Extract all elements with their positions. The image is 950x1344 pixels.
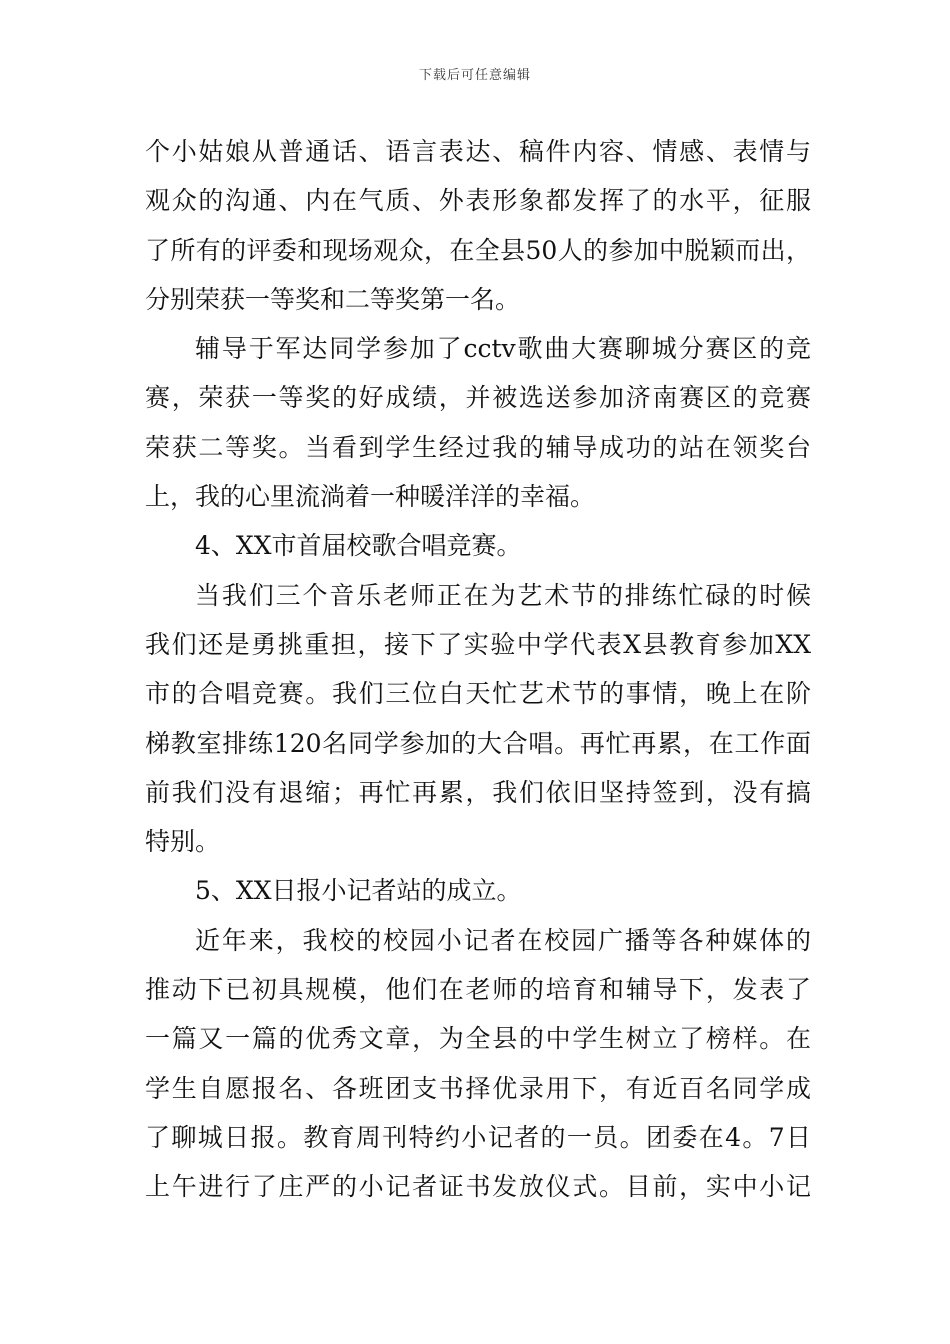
body-text-line: 前我们没有退缩；再忙再累，我们依旧坚持签到，没有搞 (145, 777, 811, 807)
page-header: 下载后可任意编辑 (418, 68, 531, 83)
body-text-line: 辅导于军达同学参加了cctv歌曲大赛聊城分赛区的竞 (195, 334, 811, 364)
body-text-line: 我们还是勇挑重担，接下了实验中学代表X县教育参加XX (145, 629, 811, 659)
body-text-line: 一篇又一篇的优秀文章，为全县的中学生树立了榜样。在 (145, 1024, 811, 1054)
body-text-line: 当我们三个音乐老师正在为艺术节的排练忙碌的时候 (195, 580, 811, 610)
body-text-line: 赛，荣获一等奖的好成绩，并被选送参加济南赛区的竞赛 (145, 383, 811, 413)
body-text-line: 个小姑娘从普通话、语言表达、稿件内容、情感、表情与 (145, 137, 811, 166)
body-text-line: 4、XX市首届校歌合唱竞赛。 (195, 531, 522, 561)
body-text-line: 推动下已初具规模，他们在老师的培育和辅导下，发表了 (145, 975, 811, 1005)
document-body (145, 127, 811, 1212)
body-text-line: 上，我的心里流淌着一种暖洋洋的幸福。 (145, 482, 596, 512)
body-text-line: 上午进行了庄严的小记者证书发放仪式。目前，实中小记 (145, 1172, 811, 1202)
body-text-line: 分别荣获一等奖和二等奖第一名。 (145, 284, 521, 314)
body-text-line: 了聊城日报。教育周刊特约小记者的一员。团委在4。7日 (145, 1122, 811, 1152)
body-text-line: 梯教室排练120名同学参加的大合唱。再忙再累，在工作面 (145, 728, 811, 758)
body-text-line: 特别。 (145, 827, 221, 857)
body-text-line: 学生自愿报名、各班团支书择优录用下，有近百名同学成 (145, 1073, 811, 1103)
body-text-line: 近年来，我校的校园小记者在校园广播等各种媒体的 (195, 925, 811, 955)
body-text-line: 观众的沟通、内在气质、外表形象都发挥了的水平，征服 (145, 186, 811, 216)
body-text-line: 5、XX日报小记者站的成立。 (195, 876, 522, 906)
body-text-line: 市的合唱竞赛。我们三位白天忙艺术节的事情，晚上在阶 (145, 679, 811, 709)
body-text-line: 荣获二等奖。当看到学生经过我的辅导成功的站在领奖台 (145, 432, 811, 462)
body-text-line: 了所有的评委和现场观众，在全县50人的参加中脱颖而出， (145, 235, 811, 265)
